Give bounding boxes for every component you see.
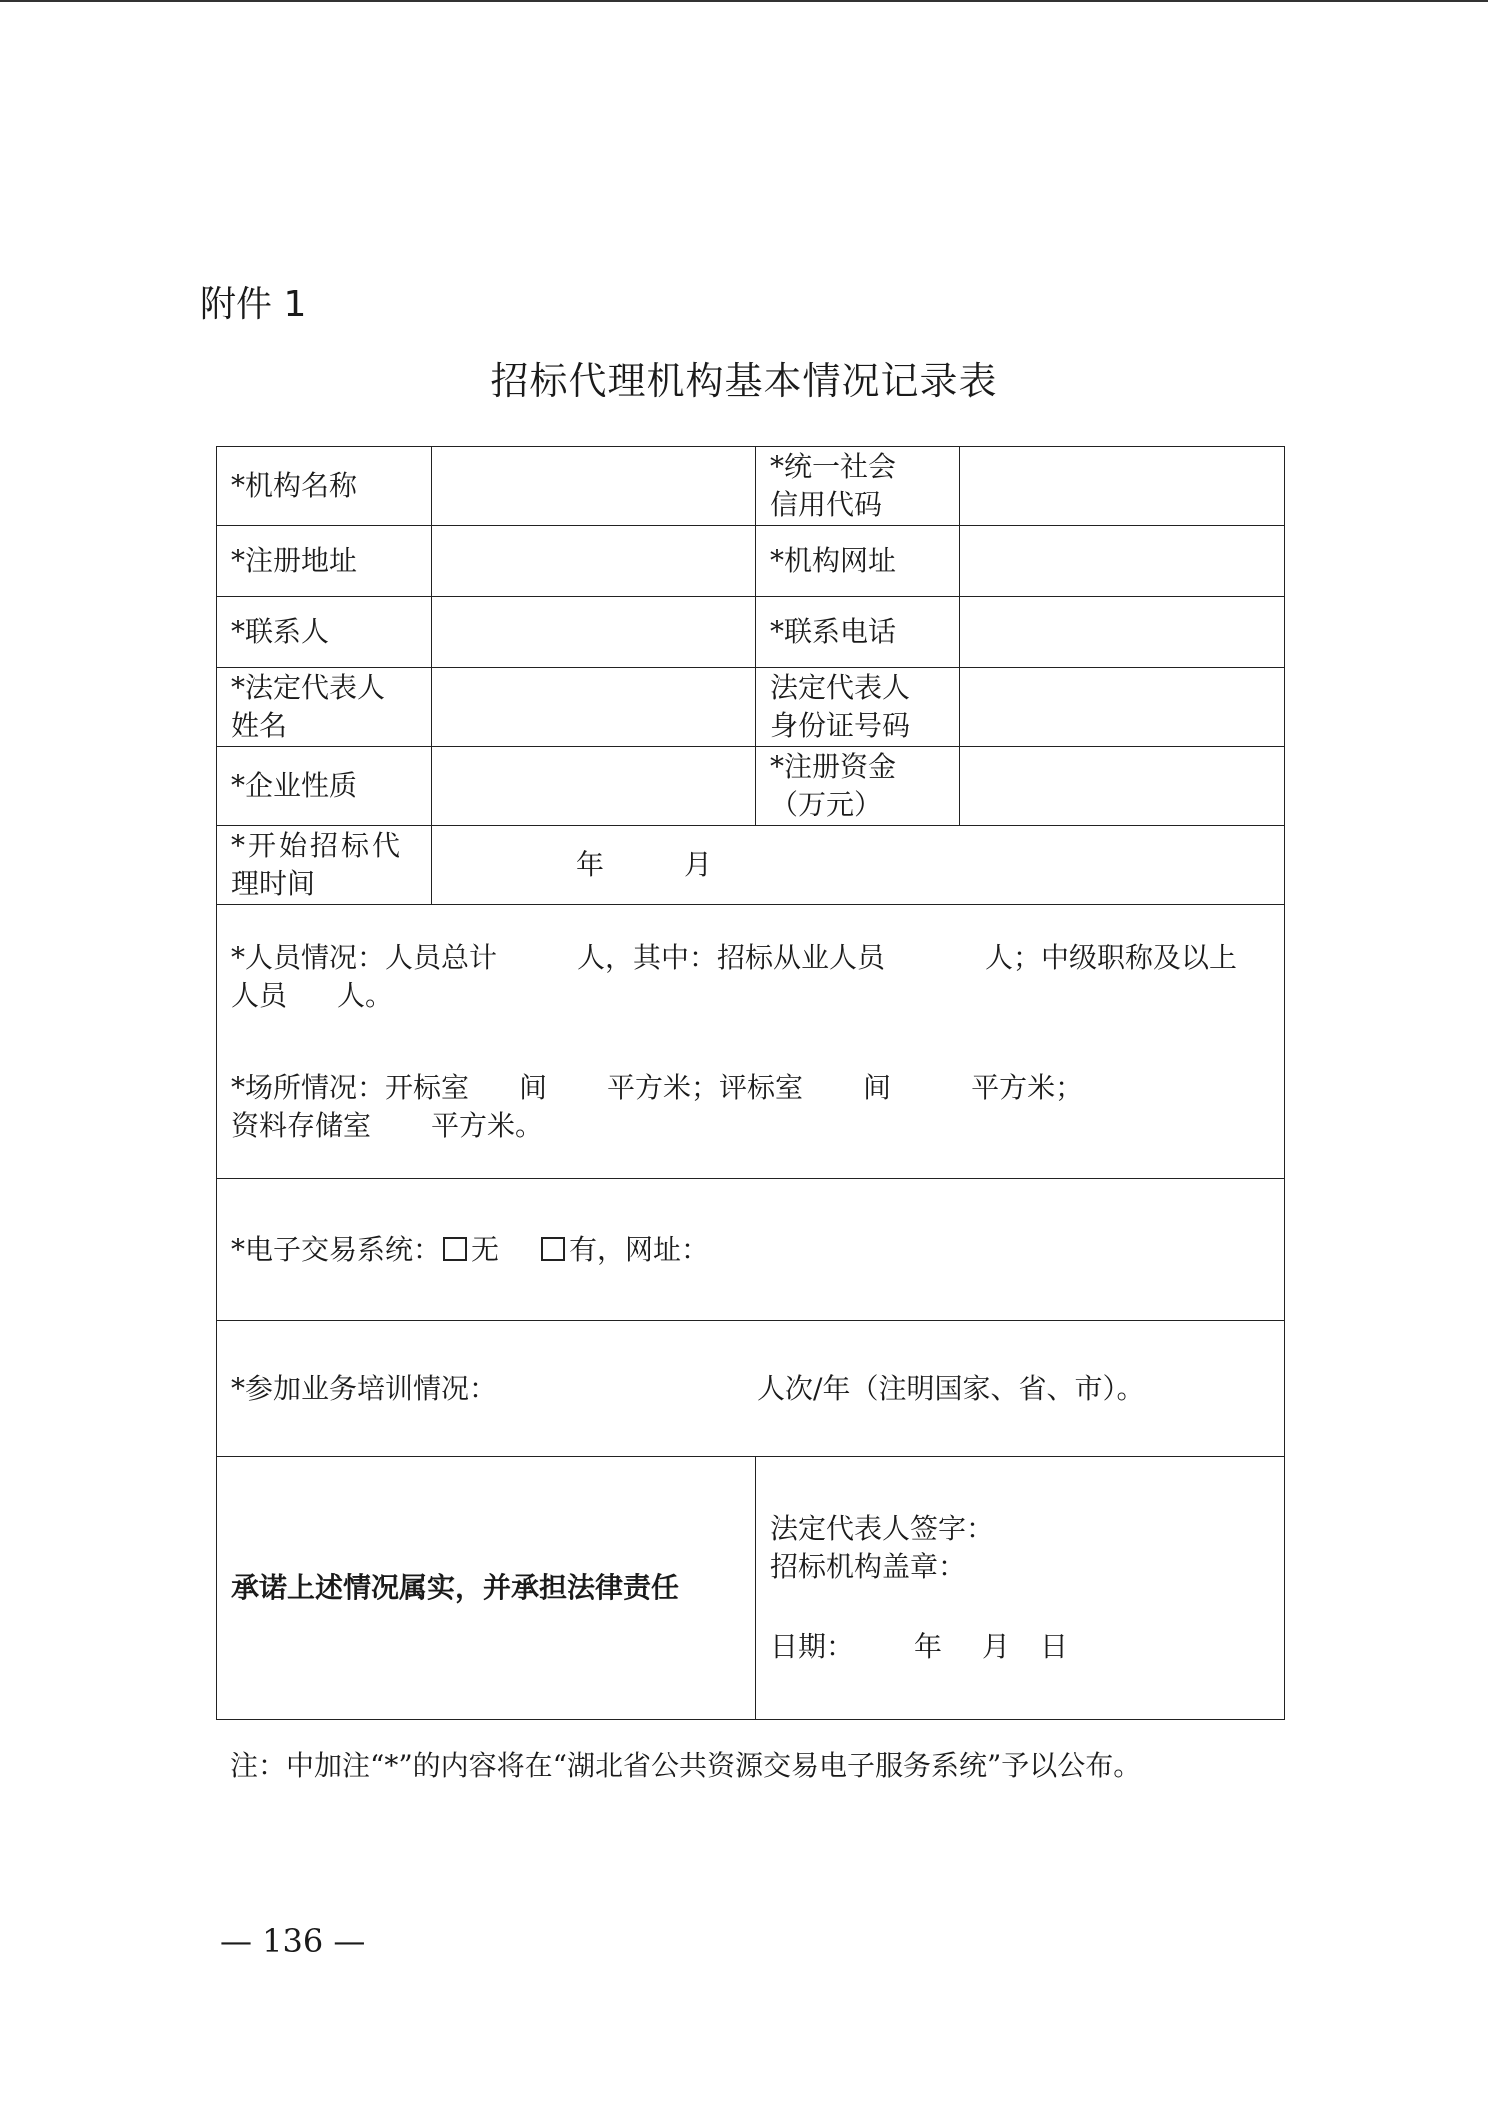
label-start-time xyxy=(217,826,432,905)
attachment-label: 附件 1 xyxy=(200,284,307,325)
label-org-name: *机构名称 xyxy=(217,447,432,526)
field-enterprise-type[interactable] xyxy=(432,747,756,826)
checkbox-yes[interactable] xyxy=(541,1237,565,1261)
row-org-name xyxy=(217,447,1285,526)
row-contact xyxy=(217,597,1285,668)
personnel-line2 xyxy=(231,977,1270,1015)
venue-sqm1: 平方米；评标室 xyxy=(607,1070,804,1104)
label-legal-rep-id xyxy=(756,668,960,747)
training-suffix: 人次/年（注明国家、省、市）。 xyxy=(757,1371,1145,1405)
field-credit-code[interactable] xyxy=(960,447,1285,526)
label-legal-rep-name xyxy=(217,668,432,747)
field-start-time[interactable] xyxy=(432,826,1285,905)
field-legal-rep-id[interactable] xyxy=(960,668,1285,747)
row-etrade xyxy=(217,1179,1285,1321)
field-contact-person[interactable] xyxy=(432,597,756,668)
form-title: 招标代理机构基本情况记录表 xyxy=(490,359,998,403)
label-legal-rep-id-line2: 身份证号码 xyxy=(770,709,911,742)
field-contact-phone[interactable] xyxy=(960,597,1285,668)
field-address[interactable] xyxy=(432,526,756,597)
label-start-time-line1: *开始招标代 xyxy=(231,829,404,862)
row-personnel-venue xyxy=(217,905,1285,1179)
field-website[interactable] xyxy=(960,526,1285,597)
label-contact-phone: *联系电话 xyxy=(756,597,960,668)
commitment-statement: 承诺上述情况属实，并承担法律责任 xyxy=(217,1457,756,1720)
footer-note: 注：中加注“*”的内容将在“湖北省公共资源交易电子服务系统”予以公布。 xyxy=(230,1749,1142,1782)
label-credit-code xyxy=(756,447,960,526)
field-registered-capital[interactable] xyxy=(960,747,1285,826)
venue-line2-a: 资料存储室 xyxy=(231,1108,372,1142)
personnel-line2-b: 人。 xyxy=(337,978,394,1012)
label-registered-capital-line1: *注册资金 xyxy=(770,750,897,783)
label-registered-capital-line2: （万元） xyxy=(770,788,883,821)
label-website: *机构网址 xyxy=(756,526,960,597)
date-line xyxy=(770,1628,1270,1666)
label-legal-rep-name-line2: 姓名 xyxy=(231,709,288,742)
seal-label: 招标机构盖章： xyxy=(770,1550,967,1583)
row-enterprise xyxy=(217,747,1285,826)
etrade-label: *电子交易系统： xyxy=(231,1232,442,1266)
top-border-line xyxy=(0,0,1488,2)
field-legal-rep-name[interactable] xyxy=(432,668,756,747)
personnel-line1 xyxy=(231,939,1270,977)
label-start-time-line2: 理时间 xyxy=(231,867,316,900)
row-commitment xyxy=(217,1457,1285,1720)
etrade-option-none: 无 xyxy=(471,1232,500,1266)
label-legal-rep-name-line1: *法定代表人 xyxy=(231,671,386,704)
date-month: 月 xyxy=(982,1630,1011,1663)
personnel-mid-title: 人；中级职称及以上 xyxy=(985,940,1238,974)
field-org-name[interactable] xyxy=(432,447,756,526)
venue-jian1: 间 xyxy=(519,1070,548,1104)
start-year-label: 年 xyxy=(576,848,605,881)
venue-line2-b: 平方米。 xyxy=(431,1108,544,1142)
label-credit-code-line2: 信用代码 xyxy=(770,488,883,521)
date-year: 年 xyxy=(914,1630,943,1663)
page-number: — 136 — xyxy=(220,1922,366,1960)
date-label: 日期： xyxy=(770,1630,855,1663)
venue-prefix: *场所情况：开标室 xyxy=(231,1070,470,1104)
venue-line1 xyxy=(231,1069,1270,1107)
row-start-time xyxy=(217,826,1285,905)
label-registered-capital xyxy=(756,747,960,826)
row-training xyxy=(217,1321,1285,1457)
venue-sqm2: 平方米； xyxy=(971,1070,1084,1104)
personnel-line2-a: 人员 xyxy=(231,978,288,1012)
label-enterprise-type: *企业性质 xyxy=(217,747,432,826)
label-address: *注册地址 xyxy=(217,526,432,597)
training-label: *参加业务培训情况： xyxy=(231,1371,498,1405)
personnel-venue-cell[interactable] xyxy=(217,905,1285,1179)
start-month-label: 月 xyxy=(684,848,713,881)
record-form-table xyxy=(216,446,1285,1720)
venue-jian2: 间 xyxy=(863,1070,892,1104)
label-legal-rep-id-line1: 法定代表人 xyxy=(770,671,911,704)
etrade-option-yes: 有，网址： xyxy=(569,1232,710,1266)
personnel-staff: 人，其中：招标从业人员 xyxy=(577,940,886,974)
training-cell[interactable] xyxy=(217,1321,1285,1457)
date-day: 日 xyxy=(1040,1630,1069,1663)
label-credit-code-line1: *统一社会 xyxy=(770,450,897,483)
signature-cell[interactable] xyxy=(756,1457,1285,1720)
venue-line2 xyxy=(231,1107,1270,1145)
label-contact-person: *联系人 xyxy=(217,597,432,668)
etrade-cell xyxy=(217,1179,1285,1321)
row-address xyxy=(217,526,1285,597)
checkbox-none[interactable] xyxy=(443,1237,467,1261)
personnel-prefix: *人员情况：人员总计 xyxy=(231,940,498,974)
sign-label: 法定代表人签字： xyxy=(770,1512,995,1545)
row-legal-rep xyxy=(217,668,1285,747)
